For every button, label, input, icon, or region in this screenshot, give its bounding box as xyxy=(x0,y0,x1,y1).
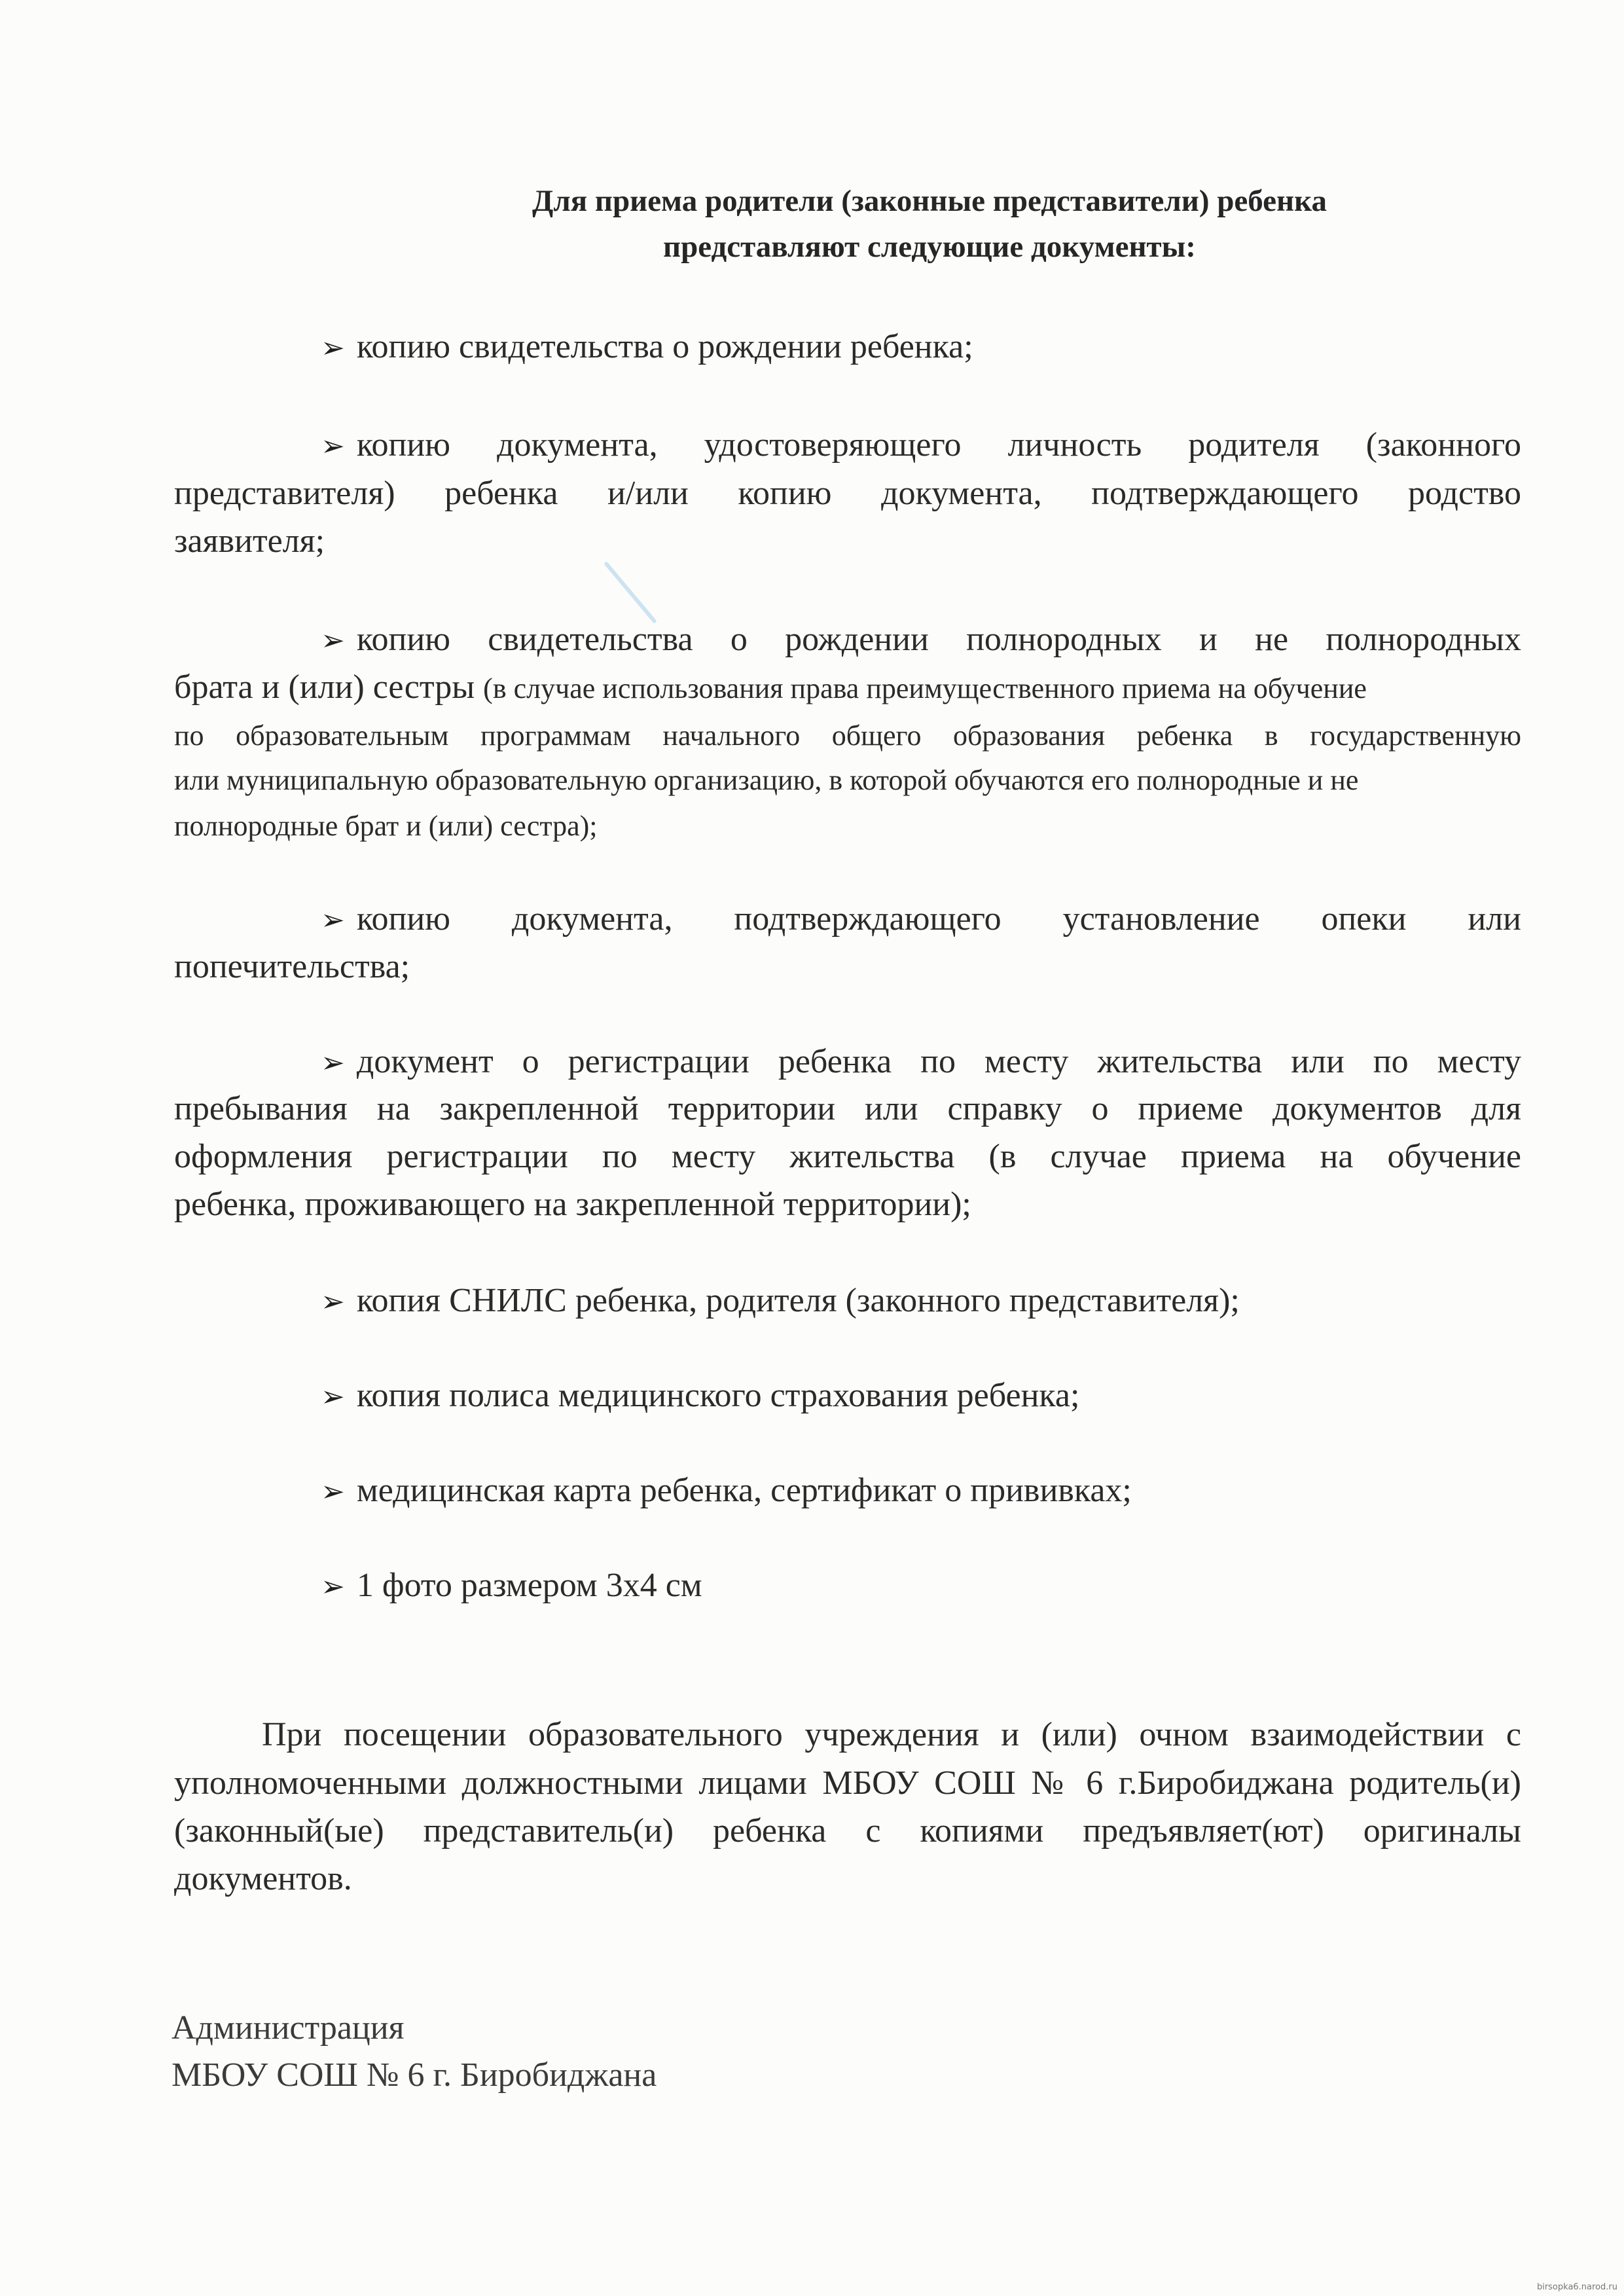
arrow-bullet-icon: ➢ xyxy=(321,1570,345,1603)
list-item-continuation: попечительства; xyxy=(174,948,410,985)
list-item-continuation: представителя) ребенка и/или копию документа, подтверждающего родство xyxy=(174,475,1521,512)
arrow-bullet-icon: ➢ xyxy=(321,903,345,937)
signature-administration: Администрация xyxy=(171,2009,405,2047)
arrow-bullet-icon: ➢ xyxy=(321,1285,345,1319)
document-title-line-2: представляют следующие документы: xyxy=(663,230,1196,264)
list-item-text: копию документа, удостоверяющего личность родителя (законного xyxy=(356,426,1521,464)
list-item-text: 1 фото размером 3х4 см xyxy=(356,1567,702,1604)
closing-paragraph-line: документов. xyxy=(174,1860,352,1897)
list-item-continuation: заявителя; xyxy=(174,522,325,560)
closing-paragraph-line: уполномоченными должностными лицами МБОУ СОШ № 6 г.Биробиджана родитель(и) xyxy=(174,1764,1521,1802)
closing-paragraph-line: (законный(ые) представитель(и) ребенка с копиями предъявляет(ют) оригиналы xyxy=(174,1812,1521,1850)
list-item xyxy=(321,326,1521,369)
list-item-continuation: ребенка, проживающего на закрепленной территории); xyxy=(174,1186,971,1223)
list-item-text: копия полиса медицинского страхования ребенка; xyxy=(356,1377,1080,1414)
list-item-text: копию свидетельства о рождении полнородных и не полнородных xyxy=(356,621,1521,658)
list-item xyxy=(321,1041,1521,1084)
list-item xyxy=(321,1280,1521,1323)
list-item-continuation: оформления регистрации по месту жительства (в случае приема на обучение xyxy=(174,1138,1521,1175)
arrow-bullet-icon: ➢ xyxy=(321,331,345,365)
arrow-bullet-icon: ➢ xyxy=(321,1046,345,1080)
list-item xyxy=(321,898,1521,941)
list-item xyxy=(321,619,1521,662)
arrow-bullet-icon: ➢ xyxy=(321,1380,345,1413)
list-item-continuation: или муниципальную образовательную организацию, в которой обучаются его полнородные и не xyxy=(174,764,1359,796)
arrow-bullet-icon: ➢ xyxy=(321,624,345,657)
list-item-text: копию свидетельства о рождении ребенка; xyxy=(356,328,973,365)
list-item-continuation: полнородные брат и (или) сестра); xyxy=(174,810,598,842)
list-item-text: копию документа, подтверждающего установление опеки или xyxy=(356,900,1521,938)
scan-artifact xyxy=(604,561,657,624)
list-item xyxy=(321,1470,1521,1513)
list-item xyxy=(321,1375,1521,1418)
document-title-line-1: Для приема родители (законные представители) ребенка xyxy=(532,184,1327,218)
signature-school: МБОУ СОШ № 6 г. Биробиджана xyxy=(171,2056,657,2094)
list-item-continuation: брата и (или) сестры (в случае использования права преимущественного приема на обучение xyxy=(174,668,1367,706)
arrow-bullet-icon: ➢ xyxy=(321,429,345,463)
list-item-text: документ о регистрации ребенка по месту жительства или по месту xyxy=(356,1043,1521,1080)
list-item-text: копия СНИЛС ребенка, родителя (законного представителя); xyxy=(356,1282,1240,1319)
arrow-bullet-icon: ➢ xyxy=(321,1475,345,1508)
list-item-continuation: пребывания на закрепленной территории или справку о приеме документов для xyxy=(174,1090,1521,1127)
list-item-text: медицинская карта ребенка, сертификат о прививках; xyxy=(356,1472,1132,1509)
list-item xyxy=(321,1565,1521,1608)
list-item xyxy=(321,424,1521,467)
list-item-continuation: по образовательным программам начального общего образования ребенка в государственную xyxy=(174,720,1521,752)
footer-watermark: birsopka6.narod.ru xyxy=(1536,2282,1617,2292)
closing-paragraph-line: При посещении образовательного учреждения и (или) очном взаимодействии с xyxy=(262,1716,1521,1753)
